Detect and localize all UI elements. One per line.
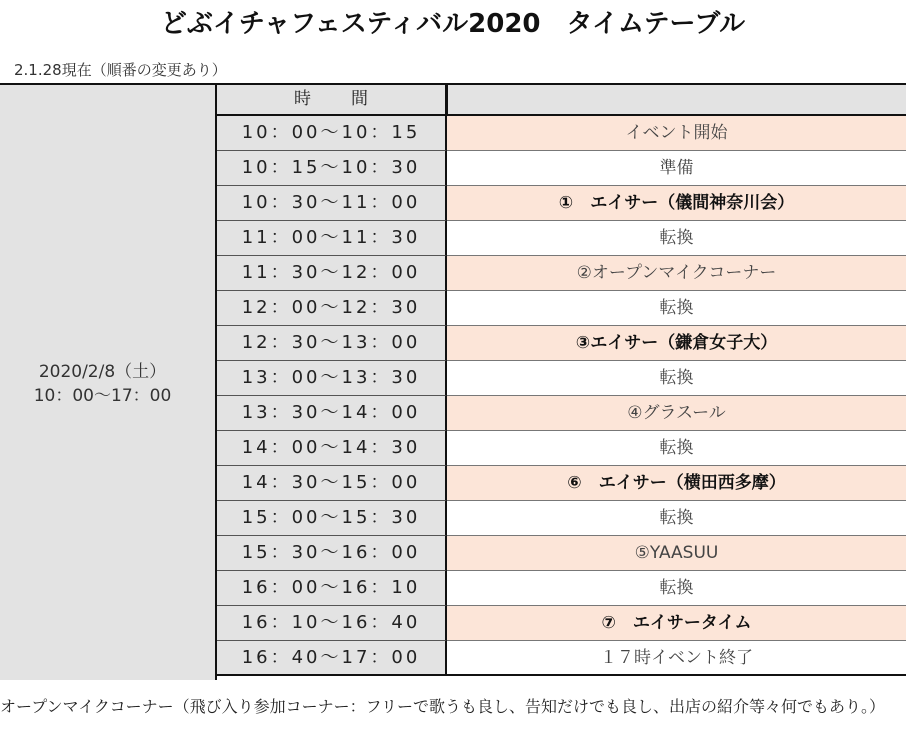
time-cell: 14：30〜15：00 <box>217 466 447 501</box>
table-row <box>217 186 906 221</box>
table-row <box>217 501 906 536</box>
event-hours-line: 10：00〜17：00 <box>33 386 172 406</box>
event-cell: ① エイサー（儀間神奈川会） <box>447 186 906 221</box>
time-cell: 10：15〜10：30 <box>217 151 447 186</box>
footnote: オープンマイクコーナー（飛び入り参加コーナー：フリーで歌うも良し、告知だけでも良し、出店の紹介等々何でもあり。） <box>0 697 885 716</box>
time-cell: 15：00〜15：30 <box>217 501 447 536</box>
time-cell: 10：30〜11：00 <box>217 186 447 221</box>
table-row <box>217 396 906 431</box>
table-row <box>217 116 906 151</box>
table-row <box>217 361 906 396</box>
event-cell: ⑤YAASUU <box>447 536 906 571</box>
table-row <box>217 256 906 291</box>
table-row <box>217 326 906 361</box>
time-cell: 12：00〜12：30 <box>217 291 447 326</box>
time-cell: 11：30〜12：00 <box>217 256 447 291</box>
header-time: 時間 <box>217 83 447 116</box>
event-cell: 転換 <box>447 571 906 606</box>
event-cell: 転換 <box>447 501 906 536</box>
table-row <box>217 536 906 571</box>
table-row <box>217 151 906 186</box>
page-title: どぶイチャフェスティバル2020 タイムテーブル <box>160 9 746 39</box>
event-cell: 転換 <box>447 291 906 326</box>
table-row <box>217 221 906 256</box>
time-cell: 13：30〜14：00 <box>217 396 447 431</box>
event-cell: 転換 <box>447 431 906 466</box>
date-column <box>0 83 217 680</box>
time-cell: 14：00〜14：30 <box>217 431 447 466</box>
event-cell: ③エイサー（鎌倉女子大） <box>447 326 906 361</box>
event-cell: 転換 <box>447 361 906 396</box>
table-row <box>217 291 906 326</box>
event-cell: ②オープンマイクコーナー <box>447 256 906 291</box>
time-cell: 16：10〜16：40 <box>217 606 447 641</box>
time-cell: 12：30〜13：00 <box>217 326 447 361</box>
table-header <box>217 83 906 116</box>
time-cell: 15：30〜16：00 <box>217 536 447 571</box>
event-cell: イベント開始 <box>447 116 906 151</box>
event-cell: 準備 <box>447 151 906 186</box>
event-cell: １７時イベント終了 <box>447 641 906 676</box>
event-cell: ⑦ エイサータイム <box>447 606 906 641</box>
header-event <box>447 83 906 116</box>
time-cell: 16：00〜16：10 <box>217 571 447 606</box>
event-cell: ⑥ エイサー（横田西多摩） <box>447 466 906 501</box>
time-cell: 16：40〜17：00 <box>217 641 447 676</box>
time-cell: 11：00〜11：30 <box>217 221 447 256</box>
event-cell: ④グラスール <box>447 396 906 431</box>
event-date <box>0 360 205 408</box>
table-row <box>217 466 906 501</box>
event-cell: 転換 <box>447 221 906 256</box>
table-row <box>217 431 906 466</box>
table-row <box>217 606 906 641</box>
time-cell: 13：00〜13：30 <box>217 361 447 396</box>
table-row <box>217 641 906 676</box>
as-of-note: 2.1.28現在（順番の変更あり） <box>14 61 227 79</box>
event-date-line: 2020/2/8（土） <box>38 362 167 382</box>
time-cell: 10：00〜10：15 <box>217 116 447 151</box>
table-row <box>217 571 906 606</box>
